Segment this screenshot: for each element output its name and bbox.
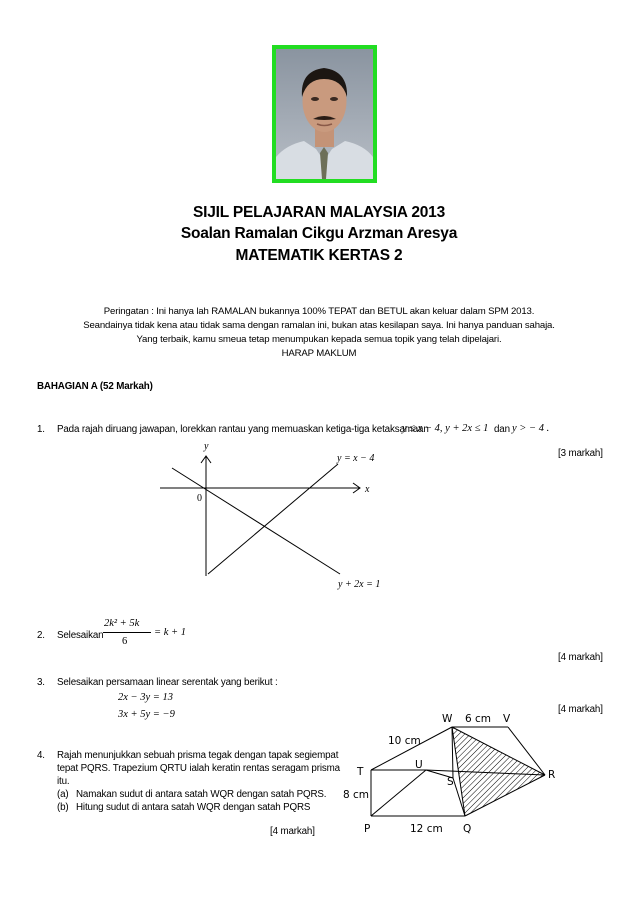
q4-prism-diagram xyxy=(330,710,570,840)
vertex-t: T xyxy=(357,766,364,778)
q2-text: Selesaikan xyxy=(57,630,104,641)
vertex-r: R xyxy=(548,769,556,781)
vertex-w: W xyxy=(442,713,453,725)
q1-number: 1. xyxy=(37,424,45,435)
vertex-s: S xyxy=(447,776,454,788)
portrait-image xyxy=(276,49,373,179)
q3-equation-2: 3x + 5y = −9 xyxy=(118,709,175,720)
q1-inequality-3: y > − 4 . xyxy=(512,423,550,434)
q1-text: Pada rajah diruang jawapan, lorekkan rantau yang memuaskan ketiga-tiga ketaksamaan xyxy=(57,424,429,435)
q1-graph xyxy=(160,436,400,592)
line1-label: y = x − 4 xyxy=(337,453,375,464)
q1-dan: dan xyxy=(494,424,510,435)
vertex-u: U xyxy=(415,759,423,771)
q4-text-line-3: itu. xyxy=(57,776,70,787)
q3-text: Selesaikan persamaan linear serentak yang berikut : xyxy=(57,677,278,688)
edge-wv-length: 6 cm xyxy=(465,713,492,725)
vertex-v: V xyxy=(503,713,511,725)
edge-tp-length: 8 cm xyxy=(343,789,370,801)
q1-marks: [3 markah] xyxy=(558,448,603,459)
x-axis-label: x xyxy=(365,484,370,495)
exam-title: SIJIL PELAJARAN MALAYSIA 2013 xyxy=(192,204,446,221)
q4b-text: Hitung sudut di antara satah WQR dengan satah PQRS xyxy=(76,802,311,813)
q1-inequalities: y ≤ x − 4, y + 2x ≤ 1 xyxy=(402,423,489,434)
q4a-label: (a) xyxy=(57,789,69,800)
q2-numerator: 2k² + 5k xyxy=(104,618,140,629)
notice-line-1: Peringatan : Ini hanya lah RAMALAN bukannya 100% TEPAT dan BETUL akan keluar dalam SPM 2013. xyxy=(103,306,535,317)
notice-line-4: HARAP MAKLUM xyxy=(281,348,357,359)
q3-number: 3. xyxy=(37,677,45,688)
section-heading: BAHAGIAN A (52 Markah) xyxy=(37,381,153,392)
q2-denominator: 6 xyxy=(122,636,128,647)
q3-marks: [4 markah] xyxy=(558,704,603,715)
q4-number: 4. xyxy=(37,750,45,761)
q3-equation-1: 2x − 3y = 13 xyxy=(118,692,173,703)
q2-fraction-bar xyxy=(103,632,151,633)
q4-text-line-1: Rajah menunjukkan sebuah prisma tegak dengan tapak segiempat xyxy=(57,750,339,761)
q2-marks: [4 markah] xyxy=(558,652,603,663)
vertex-q: Q xyxy=(463,823,472,835)
edge-pq-length: 12 cm xyxy=(410,823,443,835)
y-axis-label: y xyxy=(204,441,209,452)
q2-number: 2. xyxy=(37,630,45,641)
q4a-text: Namakan sudut di antara satah WQR dengan satah PQRS. xyxy=(76,789,327,800)
origin-label: 0 xyxy=(197,493,202,504)
edge-tw-length: 10 cm xyxy=(388,735,421,747)
line-y-eq-x-minus-4 xyxy=(208,464,338,574)
notice-line-2: Seandainya tidak kena atau tidak sama dengan ramalan ini, bukan atas kesilapan saya. Ini hanya panduan sahaja. xyxy=(83,320,555,331)
author-photo xyxy=(272,45,377,183)
q2-rhs: = k + 1 xyxy=(154,627,186,638)
exam-subtitle: Soalan Ramalan Cikgu Arzman Aresya xyxy=(180,225,458,242)
paper-title: MATEMATIK KERTAS 2 xyxy=(235,247,403,264)
q4-text-line-2: tepat PQRS. Trapezium QRTU ialah keratin rentas seragam prisma xyxy=(57,763,340,774)
line2-label: y + 2x = 1 xyxy=(338,579,381,590)
vertex-p: P xyxy=(364,823,371,835)
q4b-label: (b) xyxy=(57,802,69,813)
notice-line-3: Yang terbaik, kamu smeua tetap menumpukan kepada semua topik yang telah dipelajari. xyxy=(136,334,502,345)
q4-marks: [4 markah] xyxy=(270,826,315,837)
